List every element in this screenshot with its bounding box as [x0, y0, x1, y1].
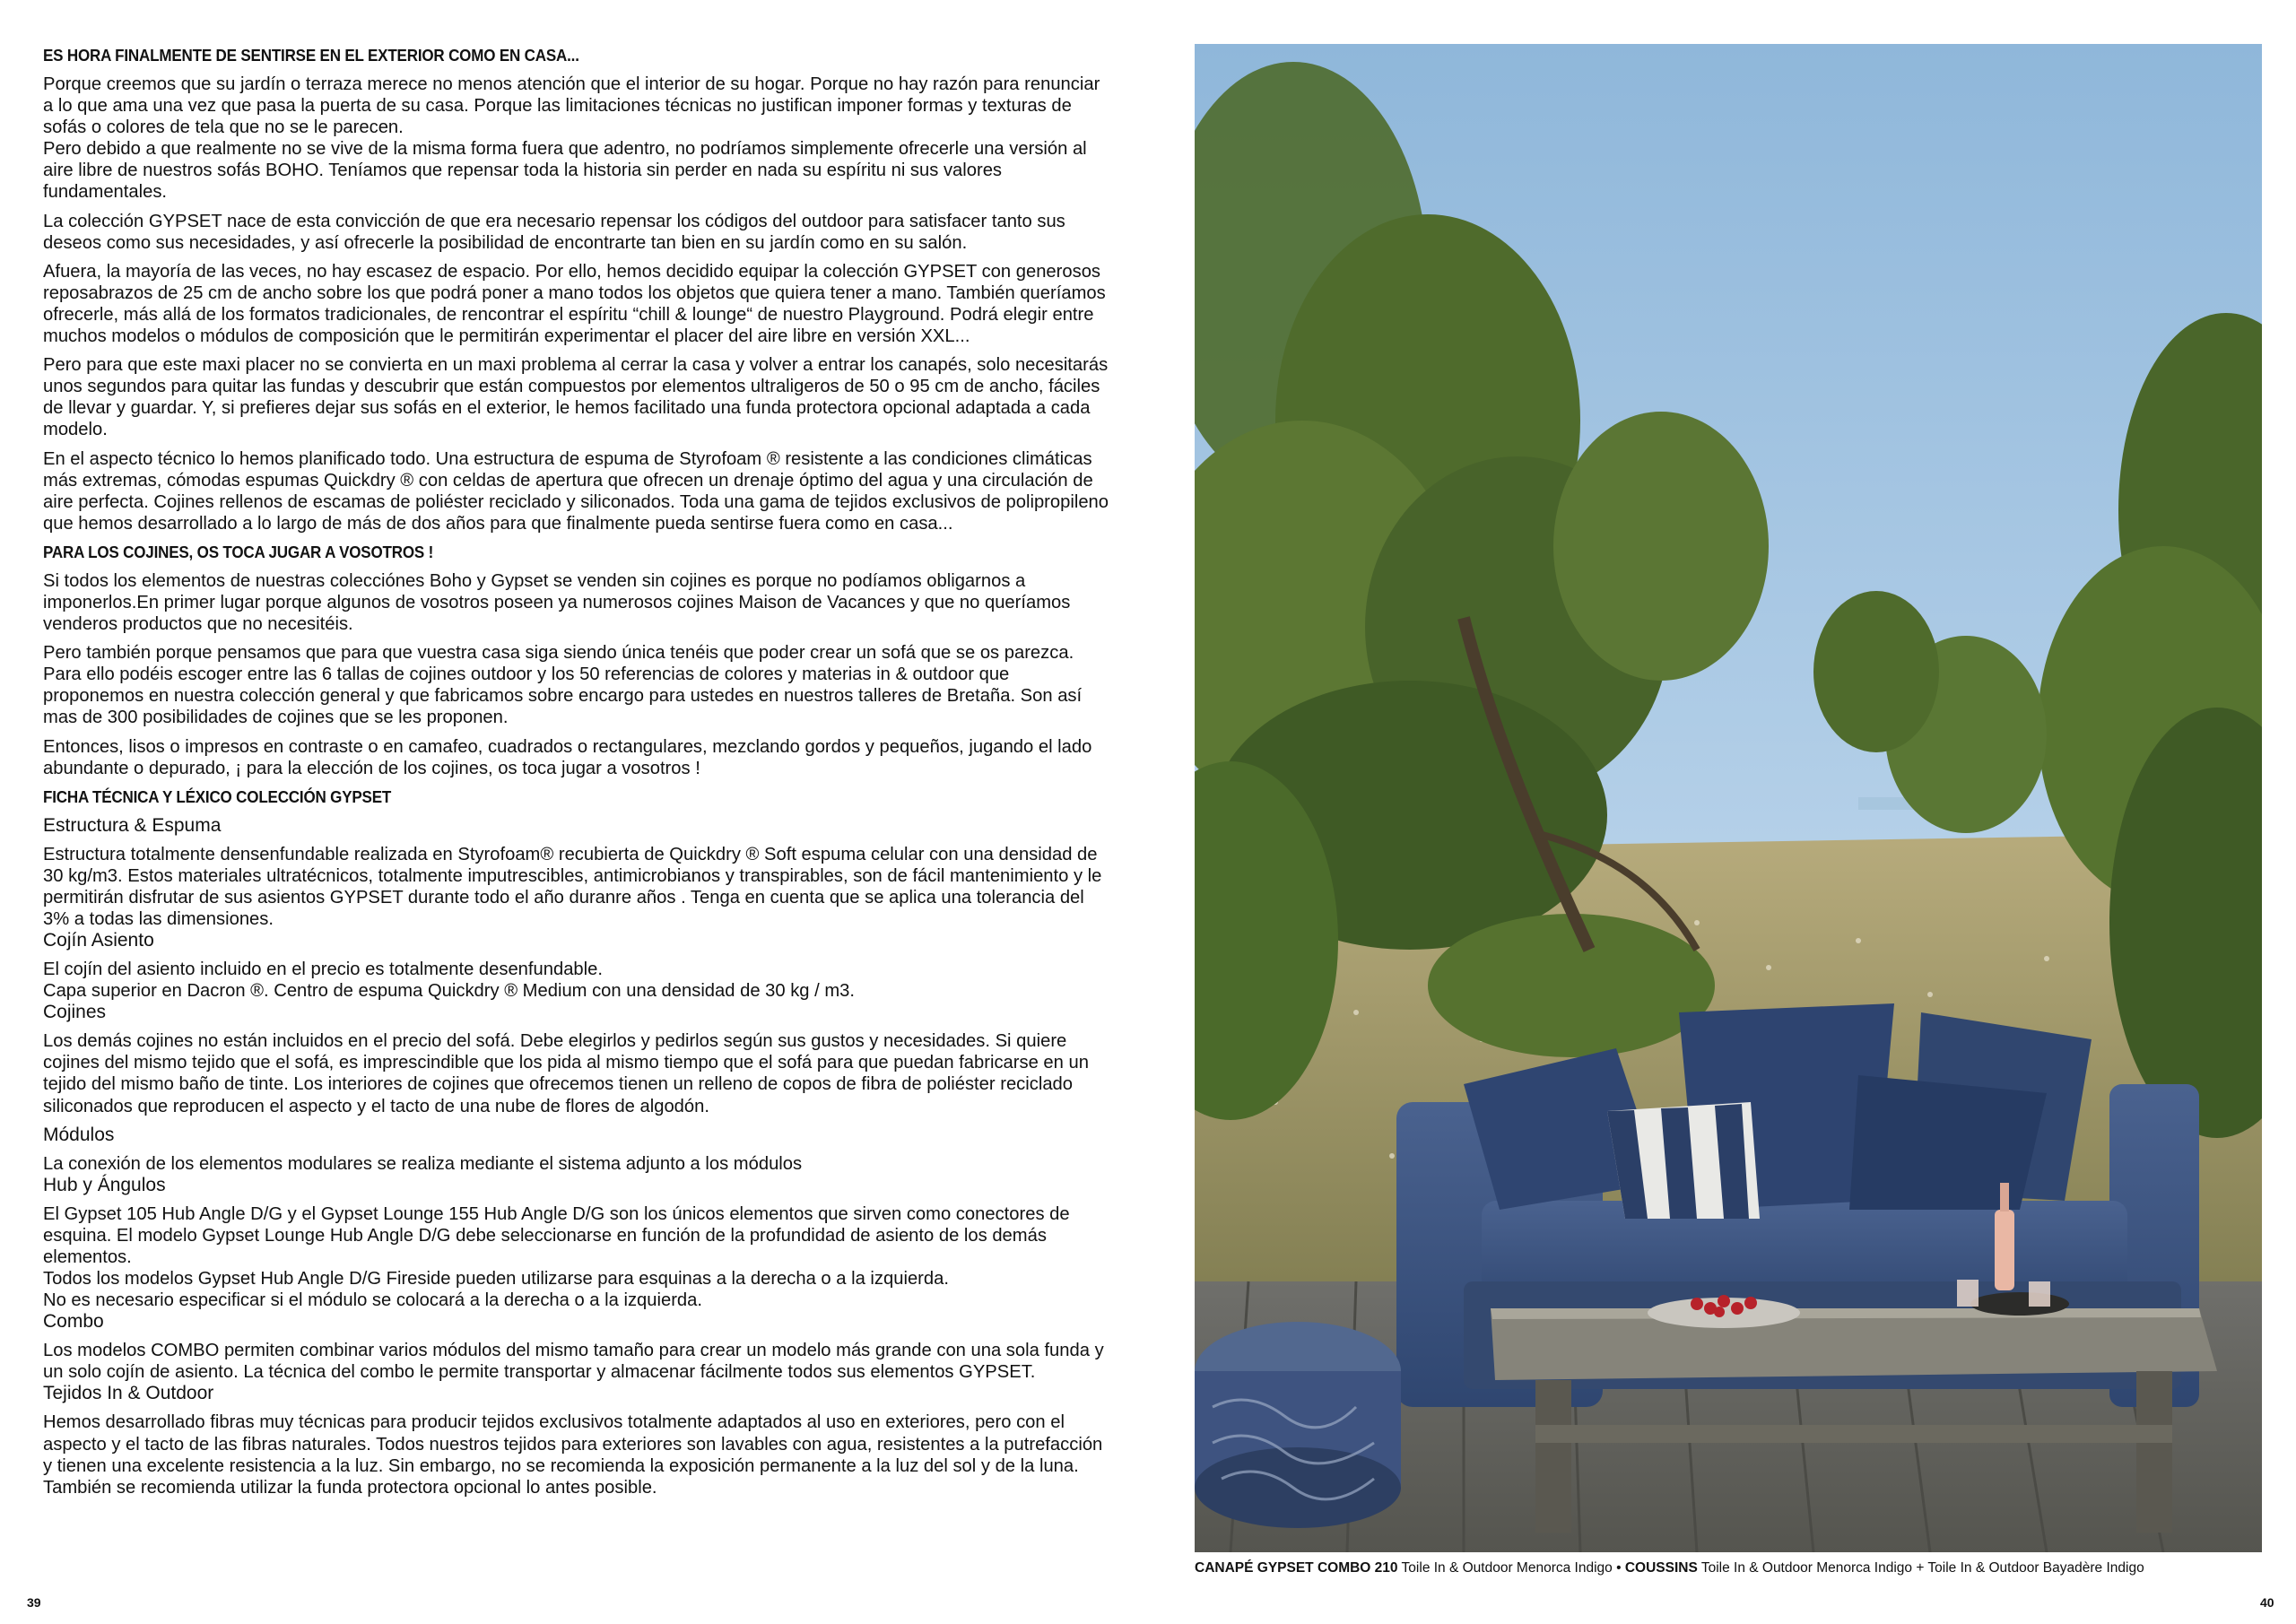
paragraph: No es necesario especificar si el módulo se colocará a la derecha o a la izquierda.: [43, 1290, 703, 1311]
section-heading-technical: FICHA TÉCNICA Y LÉXICO COLECCIÓN GYPSET: [43, 786, 392, 806]
paragraph: Pero también porque pensamos que para que vuestra casa siga siendo única tenéis que poder crear un sofá que se os parezca. Para ello podéis escoger entre las 6 tallas de cojines outdoor y los 50 referencias de colores y materias in & outdoor que proponemos en nuestra colección general y que fabricamos sobre encargo para ustedes en nuestros talleres de Bretaña. Son así mas de 300 posibilidades de cojines que se les proponen.: [43, 643, 1083, 728]
photo-caption: [1195, 1559, 2262, 1577]
caption-sofa-name: CANAPÉ GYPSET COMBO 210: [1195, 1560, 1398, 1576]
product-photo: [1195, 44, 2262, 1552]
caption-cushions-label: COUSSINS: [1624, 1560, 1698, 1576]
paragraph: Entonces, lisos o impresos en contraste o en camafeo, cuadrados o rectangulares, mezclando gordos y pequeños, jugando el lado abundante o depurado, ¡ para la elección de los cojines, os toca jugar a vosotros !: [43, 736, 1092, 778]
page-number-left: 39: [27, 1595, 41, 1610]
paragraph: El Gypset 105 Hub Angle D/G y el Gypset Lounge 155 Hub Angle D/G son los únicos elementos que sirven como conectores de esquina. El modelo Gypset Lounge Hub Angle D/G debe seleccionarse en función de la profundidad de asiento de los demás elementos.: [43, 1203, 1070, 1267]
paragraph: Todos los modelos Gypset Hub Angle D/G Fireside pueden utilizarse para esquinas a la derecha o a la izquierda.: [43, 1269, 949, 1290]
paragraph: Hemos desarrollado fibras muy técnicas para producir tejidos exclusivos totalmente adaptados al uso en exteriores, pero con el aspecto y el tacto de las fibras naturales. Todos nuestros tejidos para exteriores son lavables con agua, resistentes a la putrefacción y tienen una excelente resistencia a la luz. Sin embargo, no se recomienda la exposición permanente a la luz del sol y de la luna. También se recomienda utilizar la funda protectora opcional lo antes posible.: [43, 1412, 1103, 1498]
left-page-text: [43, 45, 1109, 1498]
paragraph: Porque creemos que su jardín o terraza merece no menos atención que el interior de su hogar. Porque no hay razón para renunciar a lo que ama una vez que pasa la puerta de su casa. Porque las limitaciones técnicas no justifican imponer formas y texturas de sofás o colores de tela que no se le parecen.: [43, 74, 1100, 138]
paragraph: El cojín del asiento incluido en el precio es totalmente desenfundable.: [43, 960, 603, 980]
subheading: Estructura & Espuma: [43, 814, 222, 836]
paragraph: Si todos los elementos de nuestras colecciónes Boho y Gypset se venden sin cojines es porque no podíamos obligarnos a imponerlos.En primer lugar porque algunos de vosotros poseen ya numerosos cojines Maison de Vacances y que no queríamos venderos productos que no necesitéis.: [43, 570, 1071, 635]
subheading: Cojines: [43, 1002, 107, 1023]
paragraph: La colección GYPSET nace de esta convicción de que era necesario repensar los códigos del outdoor para satisfacer tanto sus deseos como sus necesidades, y así ofrecerle la posibilidad de encontrarte tan bien en su jardín como en su salón.: [43, 211, 1065, 253]
wine-bottle: [1995, 1210, 2014, 1290]
paragraph: Afuera, la mayoría de las veces, no hay escasez de espacio. Por ello, hemos decidido equipar la colección GYPSET con generosos reposabrazos de 25 cm de ancho sobre los que podrá poner a mano todos los objetos que quiera tener a mano. También queríamos ofrecerle, más allá de los formatos tradicionales, de rencontrar el espíritu “chill & lounge“ de nuestro Playground. Podrá elegir entre muchos modelos o módulos de composición que le permitirán experimentar el placer del aire libre en versión XXL...: [43, 261, 1106, 347]
subheading: Combo: [43, 1311, 104, 1333]
subheading: Módulos: [43, 1124, 115, 1145]
paragraph: Los demás cojines no están incluidos en el precio del sofá. Debe elegirlos y pedirlos según sus gustos y necesidades. Si quiere cojines del mismo tejido que el sofá, es imprescindible que los pida al mismo tiempo que el sofá para que puedan fabricarse en un tejido del mismo baño de tinte. Los interiores de cojines que ofrecemos tienen un relleno de copos de fibra de poliéster reciclado siliconados que reproducen el aspecto y el tacto de una nube de flores de algodón.: [43, 1031, 1089, 1116]
caption-cushions-fabric: Toile In & Outdoor Menorca Indigo + Toile In & Outdoor Bayadère Indigo: [1697, 1560, 2144, 1576]
paragraph: Capa superior en Dacron ®. Centro de espuma Quickdry ® Medium con una densidad de 30 kg / m3.: [43, 981, 856, 1002]
pouf: [1195, 1322, 1401, 1528]
paragraph: Los modelos COMBO permiten combinar varios módulos del mismo tamaño para crear un modelo más grande con una sola funda y un solo cojín de asiento. La técnica del combo le permite transportar y almacenar fácilmente todos sus elementos GYPSET.: [43, 1341, 1104, 1383]
section-heading-cushions: PARA LOS COJINES, OS TOCA JUGAR A VOSOTROS !: [43, 542, 434, 561]
subheading: Tejidos In & Outdoor: [43, 1383, 214, 1404]
paragraph: Pero para que este maxi placer no se convierta en un maxi problema al cerrar la casa y volver a entrar los canapés, solo necesitarás unos segundos para quitar las fundas y descubrir que están compuestos por elementos ultraligeros de 50 o 95 cm de ancho, fáciles de llevar y guardar. Y, si prefieres dejar sus sofás en el exterior, le hemos facilitado una funda protectora opcional adaptada a cada modelo.: [43, 355, 1109, 440]
section-heading-intro: ES HORA FINALMENTE DE SENTIRSE EN EL EXTERIOR COMO EN CASA...: [43, 46, 579, 65]
page-number-right: 40: [2260, 1595, 2274, 1610]
subheading: Cojín Asiento: [43, 930, 154, 951]
paragraph: Estructura totalmente densenfundable realizada en Styrofoam® recubierta de Quickdry ® Soft espuma celular con una densidad de 30 kg/m3. Estos materiales ultratécnicos, totalmente imputrescibles, antimicrobianos y transpirables, son de fácil mantenimiento y le permitirán disfrutar de sus asientos GYPSET durante todo el año duranre años . Tenga en cuenta que se aplica una tolerancia del 3% a todas las dimensiones.: [43, 844, 1102, 929]
paragraph: La conexión de los elementos modulares se realiza mediante el sistema adjunto a los módulos: [43, 1153, 803, 1174]
paragraph: Pero debido a que realmente no se vive de la misma forma fuera que adentro, no podríamos simplemente ofrecerle una versión al aire libre de nuestros sofás BOHO. Teníamos que repensar toda la historia sin perder en nada su espíritu ni sus valores fundamentales.: [43, 139, 1087, 203]
subheading: Hub y Ángulos: [43, 1174, 166, 1195]
paragraph: En el aspecto técnico lo hemos planificado todo. Una estructura de espuma de Styrofoam ® resistente a las condiciones climáticas más extremas, cómodas espumas Quickdry ® con celdas de apertura que ofrecen un drenaje óptimo del agua y una circulación de aire perfecta. Cojines rellenos de escamas de poliéster reciclado y siliconados. Toda una gama de tejidos exclusivos de polipropileno que hemos desarrollado a lo largo de más de dos años para que finalmente pueda sentirse fuera como en casa...: [43, 448, 1109, 534]
caption-sofa-fabric: Toile In & Outdoor Menorca Indigo •: [1397, 1560, 1625, 1576]
